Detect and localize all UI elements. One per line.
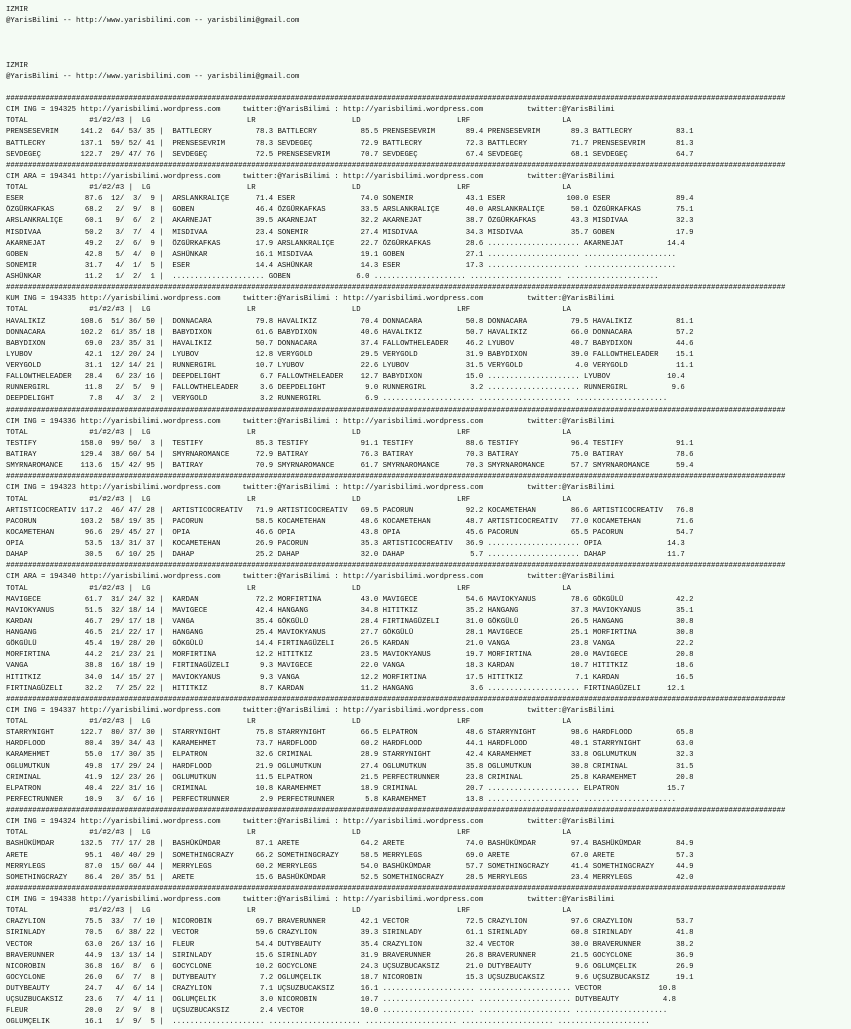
horse-row: ÖZGÜRKAFKAS 68.2 2/ 9/ 8 | GOBEN 46.4 ÖZGÜRKAFKAS 33.5 ARSLANKRALIÇE 40.0 ARSLANKRALIÇE 50.1 ÖZGÜRKAFKAS 75.1 (6, 206, 694, 215)
horse-row: STARRYNIGHT 122.7 80/ 37/ 30 | STARRYNIGHT 75.8 STARRYNIGHT 66.5 ELPATRON 48.6 STARRYNIGHT 98.6 HARDFLOOD 65.8 (6, 729, 694, 738)
separator-line: ################################################################################################################################################################################## (6, 473, 786, 482)
horse-row: VECTOR 63.0 26/ 13/ 16 | FLEUR 54.4 DUTYBEAUTY 35.4 CRAZYLION 32.4 VECTOR 30.0 BRAVERUNNER 38.2 (6, 940, 694, 949)
horse-row: BRAVERUNNER 44.9 13/ 13/ 14 | SIRINLADY 15.6 SIRINLADY 31.9 BRAVERUNNER 26.8 BRAVERUNNER 21.5 GOCYCLONE 36.9 (6, 951, 694, 960)
column-header-line: TOTAL #1/#2/#3 | LG LR LD LRF LA (6, 184, 571, 192)
horse-row: DUTYBEAUTY 24.7 4/ 6/ 14 | CRAZYLION 7.1 UÇSUZBUCAKSIZ 16.1 ..................... ..................... VECTOR 10.8 (6, 985, 676, 993)
horse-row: SEVDEGEÇ 122.7 29/ 47/ 76 | SEVDEGEÇ 72.5 PRENSESEVRIM 70.7 SEVDEGEÇ 67.4 SEVDEGEÇ 68.1 SEVDEGEÇ 64.7 (6, 150, 694, 159)
horse-row: AKARNEJAT 49.2 2/ 6/ 9 | ÖZGÜRKAFKAS 17.9 ARSLANKRALIÇE 22.7 ÖZGÜRKAFKAS 28.6 ..................... AKARNEJAT 14.4 (6, 239, 685, 248)
horse-row: KOCAMETEHAN 96.6 29/ 45/ 27 | OPIA 46.6 OPIA 43.8 OPIA 45.6 PACORUN 65.5 PACORUN 54.7 (6, 528, 694, 537)
column-header-line: TOTAL #1/#2/#3 | LG LR LD LRF LA (6, 495, 571, 504)
horse-row: OPIA 53.5 13/ 31/ 37 | KOCAMETEHAN 26.9 PACORUN 35.3 ARTISTICOCREATIV 36.9 ..................... OPIA 14.3 (6, 540, 685, 548)
horse-row: GOBEN 42.8 5/ 4/ 0 | ASHÜNKAR 16.1 MISDIVAA 19.1 GOBEN 27.1 ..................... ..................... (6, 250, 676, 259)
horse-row: VERYGOLD 31.1 12/ 14/ 21 | RUNNERGIRL 10.7 LYUBOV 22.6 LYUBOV 31.5 VERYGOLD 4.0 VERYGOLD 11.1 (6, 362, 694, 370)
separator-line: ################################################################################################################################################################################## (6, 284, 786, 293)
separator-line: ################################################################################################################################################################################## (6, 562, 786, 571)
horse-row: CRIMINAL 41.9 12/ 23/ 26 | OGLUMUTKUN 11.5 ELPATRON 21.5 PERFECTRUNNER 23.8 CRIMINAL 25.8 KARAMEHMET 20.8 (6, 773, 694, 782)
horse-row: ARTISTICOCREATIV 117.2 46/ 47/ 28 | ARTISTICOCREATIV 71.9 ARTISTICOCREATIV 69.5 PACORUN 92.2 KOCAMETEHAN 86.6 ARTISTICOCREATIV 76.8 (6, 506, 694, 515)
horse-row: FIRTINAGÜZELI 32.2 7/ 25/ 22 | HITITKIZ 8.7 KARDAN 11.2 HANGANG 3.6 ..................... FIRTINAGÜZELI 12.1 (6, 684, 685, 693)
horse-row: PACORUN 103.2 58/ 19/ 35 | PACORUN 58.5 KOCAMETEHAN 48.6 KOCAMETEHAN 48.7 ARTISTICOCREATIV 77.0 KOCAMETEHAN 71.6 (6, 517, 694, 526)
horse-row: GOCYCLONE 26.0 6/ 7/ 8 | DUTYBEAUTY 7.2 OGLUMÇELIK 18.7 NICOROBIN 15.3 UÇSUZBUCAKSIZ 9.6 UÇSUZBUCAKSIZ 19.1 (6, 973, 694, 982)
text-line (6, 83, 851, 94)
horse-row: PRENSESEVRIM 141.2 64/ 53/ 35 | BATTLECRY 78.3 BATTLECRY 85.5 PRENSESEVRIM 89.4 PRENSESEVRIM 89.3 BATTLECRY 83.1 (6, 128, 694, 137)
contact-line: @YarisBilimi -- http://www.yarisbilimi.com -- yarisbilimi@gmail.com (6, 72, 300, 81)
horse-row: MAVIGECE 61.7 31/ 24/ 32 | KARDAN 72.2 MORFIRTINA 43.0 MAVIGECE 54.6 MAVIOKYANUS 78.6 GÖKGÜLÜ 42.2 (6, 595, 694, 604)
city-title: IZMIR (6, 61, 28, 70)
separator-line: ################################################################################################################################################################################## (6, 807, 786, 815)
horse-row: LYUBOV 42.1 12/ 20/ 24 | LYUBOV 12.8 VERYGOLD 29.5 VERYGOLD 31.9 BABYDIXON 39.0 FALLOWTHELEADER 15.1 (6, 350, 694, 359)
race-header-line: CIM ING = 194338 http://yarisbilimi.wordpress.com twitter:@YarisBilimi : http://yarisbilimi.wordpress.com twitter:@YarisBilimi (6, 896, 615, 904)
horse-row: ESER 87.6 12/ 3/ 9 | ARSLANKRALIÇE 71.4 ESER 74.0 SONEMIR 43.1 ESER 100.0 ESER 89.4 (6, 195, 694, 204)
horse-row: ELPATRON 40.4 22/ 31/ 16 | CRIMINAL 10.8 KARAMEHMET 18.9 CRIMINAL 20.7 ..................... ELPATRON 15.7 (6, 784, 685, 793)
horse-row: HAVALIKIZ 108.6 51/ 36/ 50 | DONNACARA 79.8 HAVALIKIZ 70.4 DONNACARA 50.8 DONNACARA 79.5 HAVALIKIZ 81.1 (6, 317, 694, 326)
horse-row: VANGA 38.8 16/ 18/ 19 | FIRTINAGÜZELI 9.3 MAVIGECE 22.0 VANGA 18.3 KARDAN 10.7 HITITKIZ 18.6 (6, 662, 694, 671)
horse-row: DEEPDELIGHT 7.8 4/ 3/ 2 | VERYGOLD 3.2 RUNNERGIRL 6.9 ..................... ..................... ..................... (6, 395, 668, 404)
horse-row: MISDIVAA 50.2 3/ 7/ 4 | MISDIVAA 23.4 SONEMIR 27.4 MISDIVAA 34.3 MISDIVAA 35.7 GOBEN 17.9 (6, 228, 694, 237)
horse-row: MERRYLEGS 87.0 15/ 60/ 44 | MERRYLEGS 60.2 MERRYLEGS 54.0 BASHÜKÜMDAR 57.7 SOMETHINGCRAZY 41.4 SOMETHINGCRAZY 44.9 (6, 862, 694, 871)
race-header-line: CIM ING = 194324 http://yarisbilimi.wordpress.com twitter:@YarisBilimi : http://yarisbilimi.wordpress.com twitter:@YarisBilimi (6, 818, 615, 827)
horse-row: HANGANG 46.5 21/ 22/ 17 | HANGANG 25.4 MAVIOKYANUS 27.7 GÖKGÜLÜ 28.1 MAVIGECE 25.1 MORFIRTINA 30.8 (6, 629, 694, 637)
horse-row: SONEMIR 31.7 4/ 1/ 5 | ESER 14.4 ASHÜNKAR 14.3 ESER 17.3 ..................... ..................... (6, 261, 676, 270)
horse-row: MAVIOKYANUS 51.5 32/ 18/ 14 | MAVIGECE 42.4 HANGANG 34.8 HITITKIZ 35.2 HANGANG 37.3 MAVIOKYANUS 35.1 (6, 606, 694, 615)
column-header-line: TOTAL #1/#2/#3 | LG LR LD LRF LA (6, 907, 571, 916)
city-title: IZMIR (6, 6, 28, 14)
horse-row: HITITKIZ 34.0 14/ 15/ 27 | MAVIOKYANUS 9.3 VANGA 12.2 MORFIRTINA 17.5 HITITKIZ 7.1 KARDAN 16.5 (6, 673, 694, 682)
race-header-line: CIM ARA = 194341 http://yarisbilimi.wordpress.com twitter:@YarisBilimi : http://yarisbilimi.wordpress.com twitter:@YarisBilimi (6, 172, 615, 181)
horse-row: SOMETHINGCRAZY 86.4 20/ 35/ 51 | ARETE 15.6 BASHÜKÜMDAR 52.5 SOMETHINGCRAZY 28.5 MERRYLEGS 23.4 MERRYLEGS 42.0 (6, 873, 694, 882)
horse-row: OGLUMUTKUN 49.8 17/ 29/ 24 | HARDFLOOD 21.9 OGLUMUTKUN 27.4 OGLUMUTKUN 35.8 OGLUMUTKUN 30.8 CRIMINAL 31.5 (6, 762, 694, 771)
separator-line: ################################################################################################################################################################################## (6, 695, 786, 704)
horse-row: SMYRNAROMANCE 113.6 15/ 42/ 95 | BATIRAY 70.9 SMYRNAROMANCE 61.7 SMYRNAROMANCE 70.3 SMYRNAROMANCE 57.7 SMYRNAROMANCE 59.4 (6, 462, 694, 471)
horse-row: RUNNERGIRL 11.8 2/ 5/ 9 | FALLOWTHELEADER 3.6 DEEPDELIGHT 9.0 RUNNERGIRL 3.2 ..................... RUNNERGIRL 9.6 (6, 384, 685, 393)
text-line (6, 50, 851, 61)
race-header-line: CIM ING = 194337 http://yarisbilimi.wordpress.com twitter:@YarisBilimi : http://yarisbilimi.wordpress.com twitter:@YarisBilimi (6, 706, 615, 715)
horse-row: NICOROBIN 36.8 16/ 8/ 6 | GOCYCLONE 10.2 GOCYCLONE 24.3 UÇSUZBUCAKSIZ 21.0 DUTYBEAUTY 9.6 OGLUMÇELIK 26.9 (6, 962, 694, 971)
race-header-line: KUM ING = 194335 http://yarisbilimi.wordpress.com twitter:@YarisBilimi : http://yarisbilimi.wordpress.com twitter:@YarisBilimi (6, 295, 615, 304)
race-header-line: CIM ING = 194323 http://yarisbilimi.wordpress.com twitter:@YarisBilimi : http://yarisbilimi.wordpress.com twitter:@YarisBilimi (6, 484, 615, 493)
horse-row: CRAZYLION 75.5 33/ 7/ 10 | NICOROBIN 69.7 BRAVERUNNER 42.1 VECTOR 72.5 CRAZYLION 97.6 CRAZYLION 53.7 (6, 918, 694, 927)
column-header-line: TOTAL #1/#2/#3 | LG LR LD LRF LA (6, 584, 571, 593)
horse-row: FLEUR 20.0 2/ 9/ 8 | UÇSUZBUCAKSIZ 2.4 VECTOR 10.0 ..................... ..................... ..................... (6, 1007, 668, 1016)
horse-row: BASHÜKÜMDAR 132.5 77/ 17/ 28 | BASHÜKÜMDAR 87.1 ARETE 64.2 ARETE 74.0 BASHÜKÜMDAR 97.4 BASHÜKÜMDAR 84.9 (6, 840, 694, 849)
column-header-line: TOTAL #1/#2/#3 | LG LR LD LRF LA (6, 117, 571, 126)
horse-row: KARDAN 46.7 29/ 17/ 18 | VANGA 35.4 GÖKGÜLÜ 28.4 FIRTINAGÜZELI 31.0 GÖKGÜLÜ 26.5 HANGANG 30.8 (6, 617, 694, 626)
separator-line: ################################################################################################################################################################################## (6, 884, 786, 893)
horse-row: ARSLANKRALIÇE 60.1 9/ 6/ 2 | AKARNEJAT 39.5 AKARNEJAT 32.2 AKARNEJAT 38.7 ÖZGÜRKAFKAS 43.3 MISDIVAA 32.3 (6, 217, 694, 226)
column-header-line: TOTAL #1/#2/#3 | LG LR LD LRF LA (6, 829, 571, 838)
separator-line: ################################################################################################################################################################################## (6, 95, 786, 103)
race-header-line: CIM ARA = 194340 http://yarisbilimi.wordpress.com twitter:@YarisBilimi : http://yarisbilimi.wordpress.com twitter:@YarisBilimi (6, 573, 615, 582)
horse-row: DONNACARA 102.2 61/ 35/ 18 | BABYDIXON 61.6 BABYDIXON 40.6 HAVALIKIZ 50.7 HAVALIKIZ 66.0 DONNACARA 57.2 (6, 328, 694, 337)
text-line (6, 38, 851, 49)
horse-row: ASHÜNKAR 11.2 1/ 2/ 1 | ..................... GOBEN 6.0 ..................... ..................... ..................... (6, 273, 659, 281)
horse-row: TESTIFY 158.0 99/ 50/ 3 | TESTIFY 85.3 TESTIFY 91.1 TESTIFY 88.6 TESTIFY 96.4 TESTIFY 91.1 (6, 439, 694, 448)
text-line (6, 27, 851, 38)
column-header-line: TOTAL #1/#2/#3 | LG LR LD LRF LA (6, 428, 571, 437)
horse-row: FALLOWTHELEADER 28.4 6/ 23/ 16 | DEEPDELIGHT 6.7 FALLOWTHELEADER 12.7 BABYDIXON 15.0 ..................... LYUBOV 10.4 (6, 373, 685, 382)
horse-row: UÇSUZBUCAKSIZ 23.6 7/ 4/ 11 | OGLUMÇELIK 3.0 NICOROBIN 10.7 ..................... ..................... DUTYBEAUTY 4.8 (6, 996, 676, 1005)
horse-row: ARETE 95.1 40/ 40/ 29 | SOMETHINGCRAZY 66.2 SOMETHINGCRAZY 58.5 MERRYLEGS 69.0 ARETE 67.0 ARETE 57.3 (6, 851, 694, 860)
horse-row: BABYDIXON 69.0 23/ 35/ 31 | HAVALIKIZ 50.7 DONNACARA 37.4 FALLOWTHELEADER 46.2 LYUBOV 40.7 BABYDIXON 44.6 (6, 339, 694, 348)
horse-row: KARAMEHMET 55.0 17/ 30/ 35 | ELPATRON 32.6 CRIMINAL 28.9 STARRYNIGHT 42.4 KARAMEHMET 33.8 OGLUMUTKUN 32.3 (6, 751, 694, 760)
column-header-line: TOTAL #1/#2/#3 | LG LR LD LRF LA (6, 306, 571, 315)
column-header-line: TOTAL #1/#2/#3 | LG LR LD LRF LA (6, 718, 571, 726)
contact-line: @YarisBilimi -- http://www.yarisbilimi.com -- yarisbilimi@gmail.com (6, 17, 300, 26)
horse-row: OGLUMÇELIK 16.1 1/ 9/ 5 | ..................... ..................... ..................... ..................... ..................... (6, 1018, 650, 1027)
race-header-line: CIM ING = 194325 http://yarisbilimi.wordpress.com twitter:@YarisBilimi : http://yarisbilimi.wordpress.com twitter:@YarisBilimi (6, 106, 615, 115)
separator-line: ################################################################################################################################################################################## (6, 406, 786, 415)
horse-row: MORFIRTINA 44.2 21/ 23/ 21 | MORFIRTINA 12.2 HITITKIZ 23.5 MAVIOKYANUS 19.7 MORFIRTINA 20.0 MAVIGECE 20.8 (6, 651, 694, 660)
separator-line: ################################################################################################################################################################################## (6, 161, 786, 170)
horse-row: BATTLECRY 137.1 59/ 52/ 41 | PRENSESEVRIM 78.3 SEVDEGEÇ 72.9 BATTLECRY 72.3 BATTLECRY 71.7 PRENSESEVRIM 81.3 (6, 139, 694, 148)
horse-row: BATIRAY 129.4 38/ 60/ 54 | SMYRNAROMANCE 72.9 BATIRAY 76.3 BATIRAY 70.3 BATIRAY 75.0 BATIRAY 78.6 (6, 451, 694, 459)
horse-row: PERFECTRUNNER 10.9 3/ 6/ 16 | PERFECTRUNNER 2.9 PERFECTRUNNER 5.8 KARAMEHMET 13.8 ..................... ..................... (6, 795, 676, 804)
horse-row: DAHAP 30.5 6/ 10/ 25 | DAHAP 25.2 DAHAP 32.0 DAHAP 5.7 ..................... DAHAP 11.7 (6, 551, 685, 560)
horse-row: HARDFLOOD 80.4 39/ 34/ 43 | KARAMEHMET 73.7 HARDFLOOD 60.2 HARDFLOOD 44.1 HARDFLOOD 40.1 STARRYNIGHT 63.0 (6, 740, 694, 749)
race-header-line: CIM ING = 194336 http://yarisbilimi.wordpress.com twitter:@YarisBilimi : http://yarisbilimi.wordpress.com twitter:@YarisBilimi (6, 417, 615, 426)
horse-row: GÖKGÜLÜ 45.4 19/ 28/ 20 | GÖKGÜLÜ 14.4 FIRTINAGÜZELI 26.5 KARDAN 21.0 VANGA 23.8 VANGA 22.2 (6, 640, 694, 649)
horse-row: SIRINLADY 70.5 6/ 38/ 22 | VECTOR 59.6 CRAZYLION 39.3 SIRINLADY 61.1 SIRINLADY 60.8 SIRINLADY 41.8 (6, 929, 694, 938)
